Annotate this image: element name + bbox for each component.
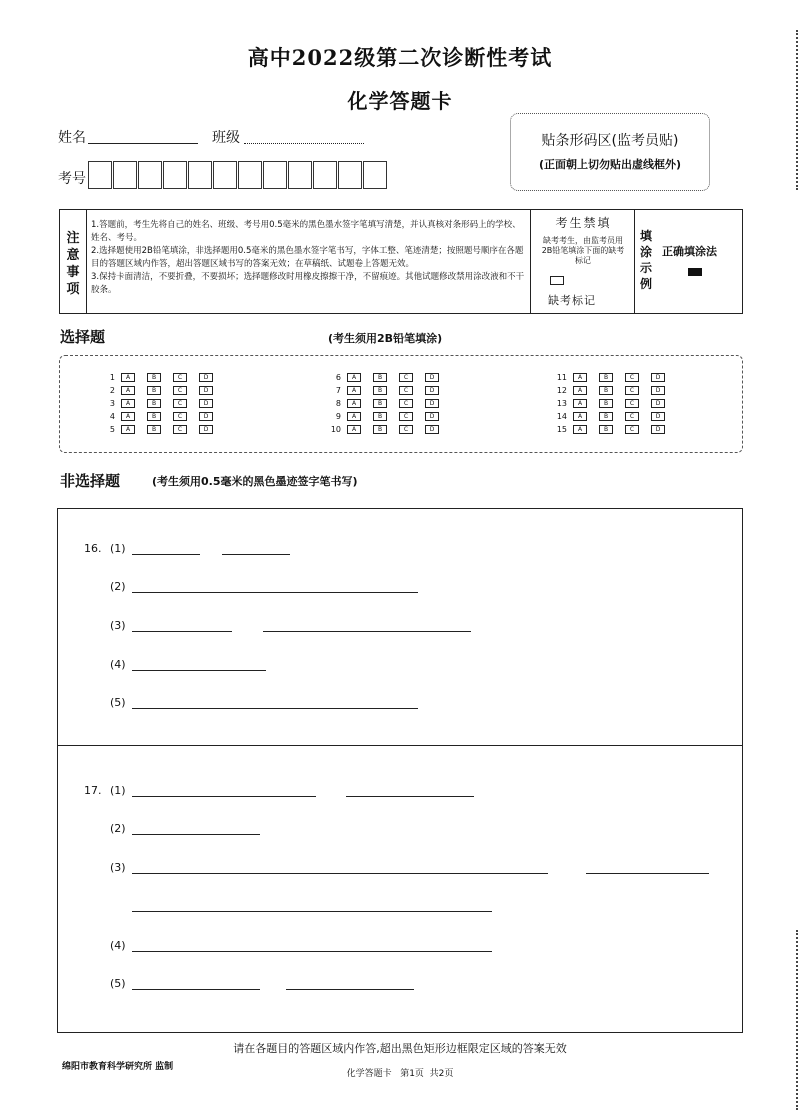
notice-item: 1.答题前，考生先将自己的姓名、班级、考号用0.5毫米的黑色墨水签字笔填写清楚，并认真核对条形码上的学校、姓名、考号。 — [91, 220, 521, 243]
answer-frame — [57, 508, 743, 1033]
class-label: 班级 — [212, 130, 240, 146]
option-bubble-b[interactable]: B — [147, 425, 161, 434]
option-bubble-d[interactable]: D — [199, 399, 213, 408]
option-bubble-a[interactable]: A — [121, 399, 135, 408]
answer-line[interactable] — [346, 796, 474, 797]
option-bubble-d[interactable]: D — [425, 386, 439, 395]
id-digit-box[interactable] — [113, 161, 137, 189]
choice-question-row: 8 A B C D — [319, 398, 451, 409]
option-bubble-c[interactable]: C — [173, 386, 187, 395]
option-bubble-a[interactable]: A — [573, 373, 587, 382]
choice-question-row: 14 A B C D — [545, 411, 677, 422]
option-bubble-c[interactable]: C — [625, 425, 639, 434]
part-label: (3) — [110, 861, 126, 874]
option-bubble-b[interactable]: B — [147, 386, 161, 395]
notice-item: 3.保持卡面清洁，不要折叠，不要损坏；选择题修改时用橡皮擦擦干净，不留痕迹。其他试题修改禁用涂改液和不干胶条。 — [91, 272, 525, 295]
question-number: 17. — [84, 784, 102, 797]
part-label: (5) — [110, 696, 126, 709]
answer-line[interactable] — [222, 554, 290, 555]
choice-question-row: 15 A B C D — [545, 424, 677, 435]
choice-instruction: (考生须用2B铅笔填涂) — [328, 332, 443, 345]
option-bubble-c[interactable]: C — [625, 373, 639, 382]
notice-heading: 注意事项 — [66, 231, 80, 297]
option-bubble-b[interactable]: B — [599, 386, 613, 395]
option-bubble-c[interactable]: C — [625, 399, 639, 408]
option-bubble-a[interactable]: A — [121, 412, 135, 421]
option-bubble-b[interactable]: B — [373, 373, 387, 382]
choice-answer-area — [59, 355, 743, 453]
option-bubble-d[interactable]: D — [425, 412, 439, 421]
id-digit-box[interactable] — [288, 161, 312, 189]
correct-fill-label: 正确填涂法 — [662, 245, 717, 258]
id-digit-box[interactable] — [213, 161, 237, 189]
question-number: 16. — [84, 542, 102, 555]
choice-question-row: 9 A B C D — [319, 411, 451, 422]
id-digit-box[interactable] — [238, 161, 262, 189]
forbidden-title: 考生禁填 — [555, 216, 612, 230]
answer-line[interactable] — [132, 592, 418, 593]
option-bubble-c[interactable]: C — [399, 373, 413, 382]
option-bubble-a[interactable]: A — [573, 412, 587, 421]
id-digit-box[interactable] — [313, 161, 337, 189]
option-bubble-c[interactable]: C — [173, 412, 187, 421]
option-bubble-a[interactable]: A — [347, 373, 361, 382]
part-label: (3) — [110, 619, 126, 632]
choice-question-row: 6 A B C D — [319, 372, 451, 383]
answer-line[interactable] — [132, 873, 548, 874]
id-digit-box[interactable] — [338, 161, 362, 189]
nonchoice-instruction: (考生须用0.5毫米的黑色墨迹签字笔书写) — [152, 475, 358, 488]
card-title: 化学答题卡 — [347, 89, 453, 113]
option-bubble-b[interactable]: B — [373, 386, 387, 395]
id-digit-box[interactable] — [363, 161, 387, 189]
answer-line[interactable] — [132, 708, 418, 709]
option-bubble-d[interactable]: D — [199, 425, 213, 434]
option-bubble-b[interactable]: B — [147, 412, 161, 421]
part-label: (2) — [110, 580, 126, 593]
answer-line[interactable] — [132, 796, 316, 797]
choice-question-row: 1 A B C D — [93, 372, 225, 383]
id-digit-box[interactable] — [263, 161, 287, 189]
choice-question-row: 7 A B C D — [319, 385, 451, 396]
option-bubble-d[interactable]: D — [425, 425, 439, 434]
notice-item: 2.选择题使用2B铅笔填涂，非选择题用0.5毫米的黑色墨水签字笔书写，字体工整、笔迹清楚；按照题号顺序在各题目的答题区域内作答，超出答题区域书写的答案无效；在草稿纸、试题卷上答题无效。 — [91, 246, 524, 269]
choice-question-row: 2 A B C D — [93, 385, 225, 396]
part-label: (1) — [110, 542, 126, 555]
correct-fill-sample — [688, 268, 702, 276]
answer-line[interactable] — [286, 989, 414, 990]
option-bubble-d[interactable]: D — [199, 386, 213, 395]
notice-box — [59, 209, 743, 314]
notice-items — [91, 219, 525, 297]
option-bubble-d[interactable]: D — [651, 412, 665, 421]
page-info: 化学答题卡 第1页 共2页 — [346, 1069, 454, 1079]
choice-question-row: 11 A B C D — [545, 372, 677, 383]
barcode-area — [510, 113, 710, 191]
choice-question-row: 4 A B C D — [93, 411, 225, 422]
option-bubble-a[interactable]: A — [121, 425, 135, 434]
option-bubble-a[interactable]: A — [573, 386, 587, 395]
option-bubble-b[interactable]: B — [373, 399, 387, 408]
option-bubble-a[interactable]: A — [347, 412, 361, 421]
id-digit-box[interactable] — [88, 161, 112, 189]
option-bubble-c[interactable]: C — [173, 373, 187, 382]
part-label: (4) — [110, 658, 126, 671]
absent-mark-box[interactable] — [550, 276, 564, 285]
name-field[interactable] — [88, 143, 198, 144]
option-bubble-d[interactable]: D — [651, 399, 665, 408]
option-bubble-d[interactable]: D — [425, 373, 439, 382]
option-bubble-b[interactable]: B — [373, 425, 387, 434]
id-digit-box[interactable] — [188, 161, 212, 189]
choice-question-row: 10 A B C D — [319, 424, 451, 435]
option-bubble-c[interactable]: C — [399, 412, 413, 421]
option-bubble-b[interactable]: B — [147, 373, 161, 382]
option-bubble-b[interactable]: B — [599, 425, 613, 434]
option-bubble-b[interactable]: B — [147, 399, 161, 408]
exam-title: 高中2022级第二次诊断性考试 — [247, 45, 553, 70]
option-bubble-c[interactable]: C — [399, 386, 413, 395]
absent-mark-label: 缺考标记 — [548, 294, 596, 307]
option-bubble-c[interactable]: C — [399, 425, 413, 434]
forbidden-note: 缺考考生，由监考员用2B铅笔填涂下面的缺考标记 — [541, 236, 625, 265]
option-bubble-d[interactable]: D — [651, 425, 665, 434]
choice-question-row: 3 A B C D — [93, 398, 225, 409]
id-digit-box[interactable] — [138, 161, 162, 189]
option-bubble-b[interactable]: B — [599, 373, 613, 382]
nonchoice-heading: 非选择题 — [60, 472, 121, 490]
answer-line[interactable] — [263, 631, 471, 632]
option-bubble-d[interactable]: D — [199, 373, 213, 382]
option-bubble-b[interactable]: B — [599, 412, 613, 421]
barcode-title: 贴条形码区(监考员贴) — [541, 133, 679, 149]
perforation-edge-bottom — [796, 930, 798, 1110]
class-field[interactable] — [244, 143, 364, 144]
choice-question-row: 5 A B C D — [93, 424, 225, 435]
answer-line[interactable] — [132, 554, 200, 555]
answer-line[interactable] — [132, 631, 232, 632]
option-bubble-d[interactable]: D — [651, 386, 665, 395]
answer-line[interactable] — [132, 951, 492, 952]
publisher: 绵阳市教育科学研究所 监制 — [62, 1062, 174, 1072]
option-bubble-d[interactable]: D — [425, 399, 439, 408]
fill-example-heading: 填涂示例 — [640, 229, 653, 291]
option-bubble-a[interactable]: A — [573, 399, 587, 408]
answer-line[interactable] — [132, 911, 492, 912]
option-bubble-a[interactable]: A — [347, 425, 361, 434]
option-bubble-b[interactable]: B — [373, 412, 387, 421]
part-label: (4) — [110, 939, 126, 952]
option-bubble-a[interactable]: A — [121, 373, 135, 382]
question-divider — [58, 745, 742, 746]
option-bubble-b[interactable]: B — [599, 399, 613, 408]
option-bubble-a[interactable]: A — [121, 386, 135, 395]
option-bubble-a[interactable]: A — [573, 425, 587, 434]
part-label: (2) — [110, 822, 126, 835]
option-bubble-c[interactable]: C — [399, 399, 413, 408]
name-label: 姓名 — [58, 130, 86, 146]
option-bubble-c[interactable]: C — [173, 399, 187, 408]
part-label: (1) — [110, 784, 126, 797]
id-label: 考号 — [58, 171, 86, 187]
footer-warning: 请在各题目的答题区域内作答,超出黑色矩形边框限定区域的答案无效 — [233, 1042, 567, 1055]
option-bubble-d[interactable]: D — [651, 373, 665, 382]
id-digit-box[interactable] — [163, 161, 187, 189]
choice-heading: 选择题 — [60, 328, 106, 346]
barcode-note: (正面朝上切勿贴出虚线框外) — [538, 158, 682, 171]
answer-line[interactable] — [132, 670, 266, 671]
option-bubble-c[interactable]: C — [625, 412, 639, 421]
answer-line[interactable] — [132, 989, 260, 990]
answer-line[interactable] — [132, 834, 260, 835]
answer-line[interactable] — [586, 873, 709, 874]
option-bubble-a[interactable]: A — [347, 399, 361, 408]
option-bubble-c[interactable]: C — [173, 425, 187, 434]
option-bubble-d[interactable]: D — [199, 412, 213, 421]
choice-question-row: 13 A B C D — [545, 398, 677, 409]
part-label: (5) — [110, 977, 126, 990]
option-bubble-a[interactable]: A — [347, 386, 361, 395]
option-bubble-c[interactable]: C — [625, 386, 639, 395]
choice-question-row: 12 A B C D — [545, 385, 677, 396]
